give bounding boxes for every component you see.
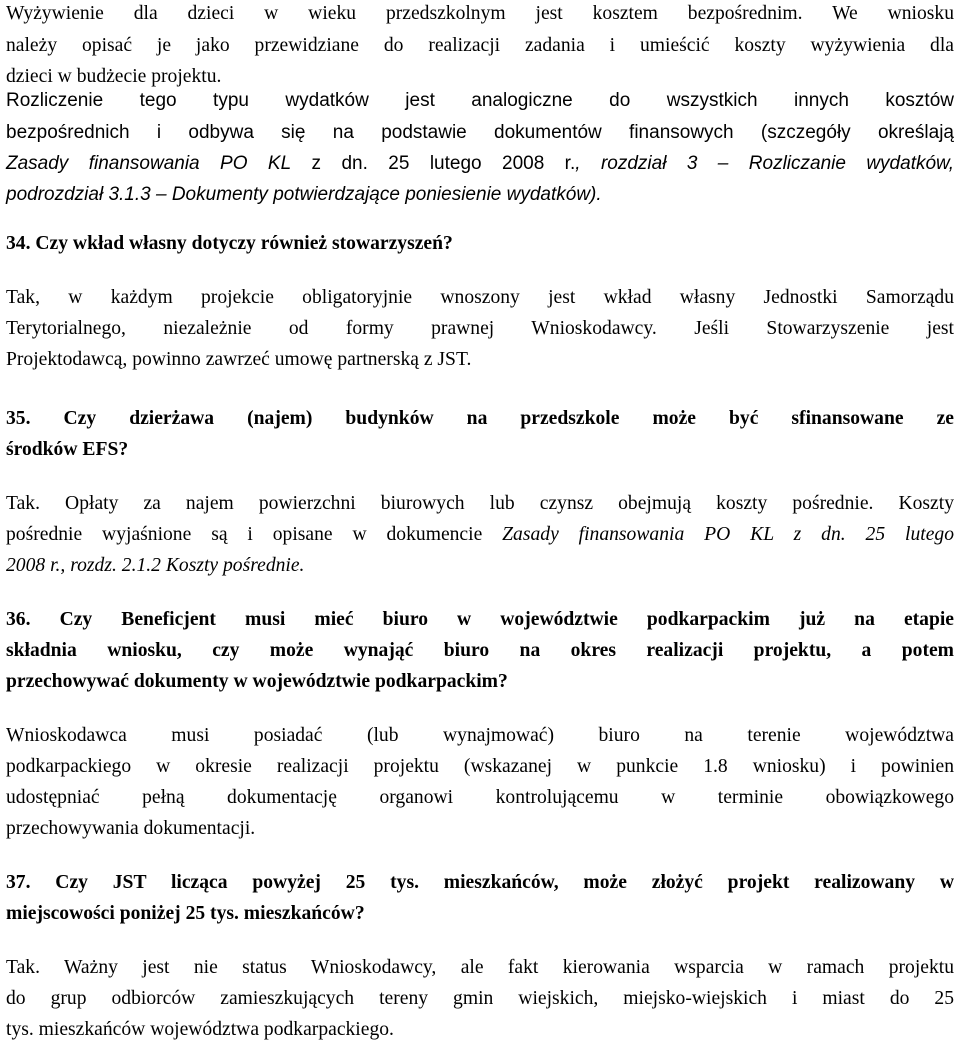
answer-line: Terytorialnego, niezależnie od formy prawnej Wnioskodawcy. Jeśli Stowarzyszenie jest xyxy=(6,318,954,339)
question-heading: środków EFS? xyxy=(6,439,129,460)
paragraph-line: bezpośrednich i odbywa się na podstawie dokumentów finansowych (szczegóły określają xyxy=(6,122,954,143)
paragraph-line: należy opisać je jako przewidziane do realizacji zadania i umieścić koszty wyżywienia dla xyxy=(6,35,954,56)
paragraph-line: podrozdział 3.1.3 – Dokumenty potwierdzające poniesienie wydatków). xyxy=(6,184,602,205)
question-heading: 34. Czy wkład własny dotyczy również stowarzyszeń? xyxy=(6,233,453,254)
italic-reference: , rozdział 3 – Rozliczanie wydatków, xyxy=(575,153,954,174)
answer-line: udostępniać pełną dokumentację organowi kontrolującemu w terminie obowiązkowego xyxy=(6,787,954,808)
answer-line: tys. mieszkańców województwa podkarpackiego. xyxy=(6,1019,394,1040)
answer-line: Tak. Ważny jest nie status Wnioskodawcy, ale fakt kierowania wsparcia w ramach projektu xyxy=(6,957,954,978)
question-heading: 37. Czy JST licząca powyżej 25 tys. mieszkańców, może złożyć projekt realizowany w xyxy=(6,872,954,893)
italic-reference: Zasady finansowania PO KL xyxy=(6,153,292,174)
answer-line: Wnioskodawca musi posiadać (lub wynajmować) biuro na terenie województwa xyxy=(6,725,954,746)
answer-line xyxy=(6,519,954,550)
question-heading: 35. Czy dzierżawa (najem) budynków na przedszkole może być sfinansowane ze xyxy=(6,408,954,429)
question-heading: składnia wniosku, czy może wynająć biuro na okres realizacji projektu, a potem xyxy=(6,640,954,661)
paragraph-line: Wyżywienie dla dzieci w wieku przedszkolnym jest kosztem bezpośrednim. We wniosku xyxy=(6,3,954,24)
answer-text: pośrednie wyjaśnione są i opisane w dokumencie xyxy=(6,524,503,545)
paragraph-line xyxy=(6,148,954,179)
paragraph-line: dzieci w budżecie projektu. xyxy=(6,66,222,87)
reference-date: z dn. 25 lutego 2008 r. xyxy=(291,153,576,174)
answer-line: do grup odbiorców zamieszkujących tereny gmin wiejskich, miejsko-wiejskich i miast do 25 xyxy=(6,988,954,1009)
answer-line: 2008 r., rozdz. 2.1.2 Koszty pośrednie. xyxy=(6,555,305,576)
question-heading: 36. Czy Beneficjent musi mieć biuro w województwie podkarpackim już na etapie xyxy=(6,609,954,630)
answer-line: podkarpackiego w okresie realizacji projektu (wskazanej w punkcie 1.8 wniosku) i powinien xyxy=(6,756,954,777)
italic-reference: Zasady finansowania PO KL z dn. 25 lutego xyxy=(502,524,954,545)
answer-line: Projektodawcą, powinno zawrzeć umowę partnerską z JST. xyxy=(6,349,472,370)
question-heading: przechowywać dokumenty w województwie podkarpackim? xyxy=(6,671,508,692)
answer-line: Tak. Opłaty za najem powierzchni biurowych lub czynsz obejmują koszty pośrednie. Koszty xyxy=(6,493,954,514)
paragraph-line: Rozliczenie tego typu wydatków jest analogiczne do wszystkich innych kosztów xyxy=(6,90,954,111)
question-heading: miejscowości poniżej 25 tys. mieszkańców? xyxy=(6,903,365,924)
answer-line: przechowywania dokumentacji. xyxy=(6,818,256,839)
answer-line: Tak, w każdym projekcie obligatoryjnie wnoszony jest wkład własny Jednostki Samorządu xyxy=(6,287,954,308)
